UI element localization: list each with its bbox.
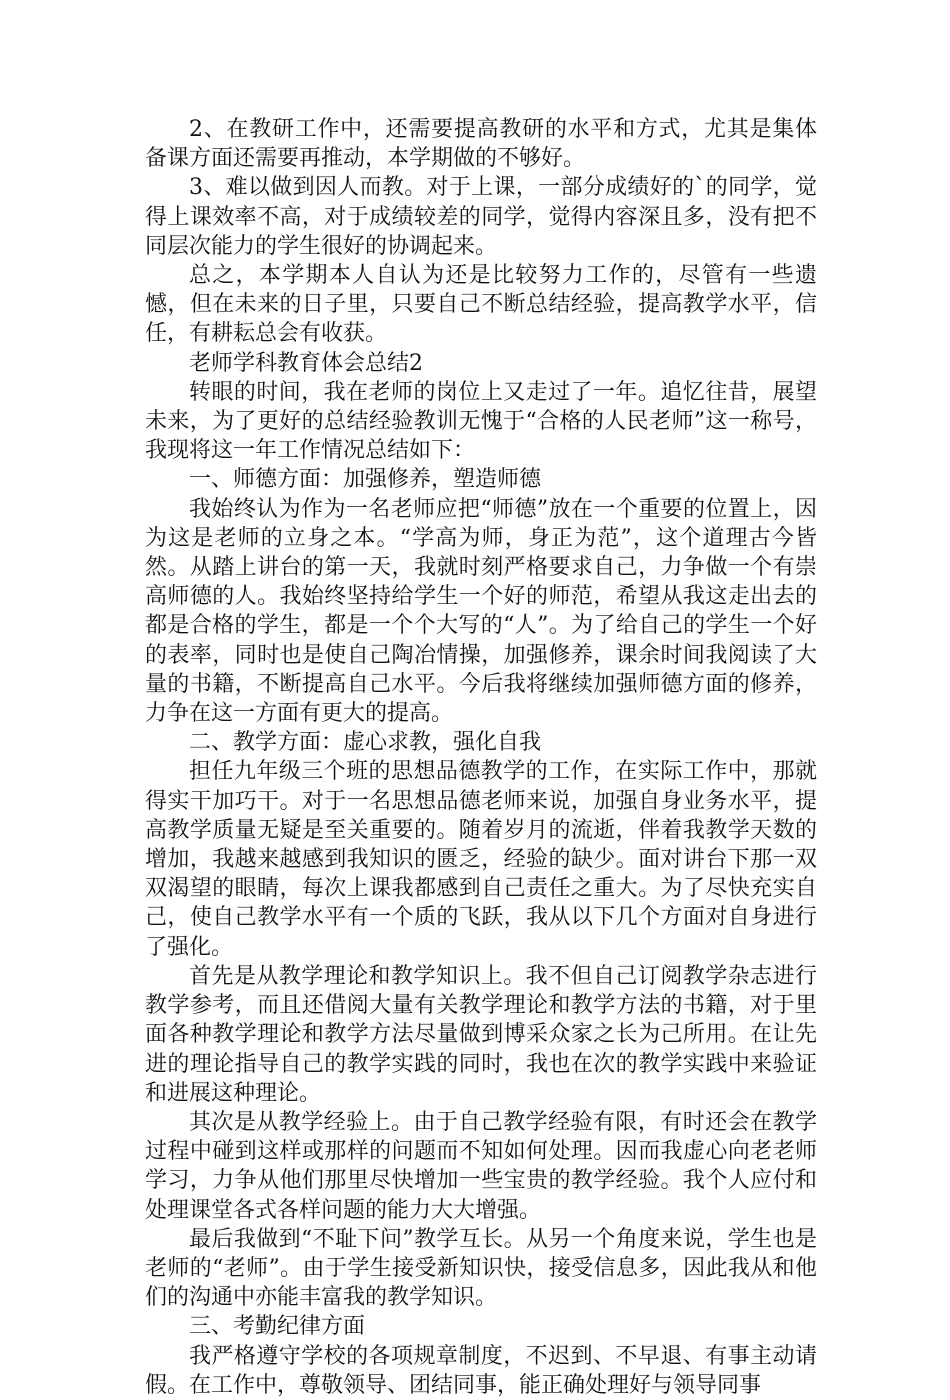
heading-teaching: 二、教学方面：虚心求教，强化自我 [189, 730, 542, 756]
heading-attendance: 三、考勤纪律方面 [189, 1314, 366, 1340]
paragraph-experience: 其次是从教学经验上。由于自己教学经验有限，有时还会在教学过程中碰到这样或那样的问题而不知如何处理。因而我虚心向老老师学习，力争从他们那里尽快增加一些宝贵的教学经验。我个人应付和处理课堂各式各样问题的能力大大增强。 [145, 1109, 817, 1223]
paragraph-individualized-teaching: 3、难以做到因人而教。对于上课，一部分成绩好的`的同学，觉得上课效率不高，对于成绩较差的同学，觉得内容深且多，没有把不同层次能力的学生很好的协调起来。 [145, 175, 817, 259]
paragraph-teaching-research: 2、在教研工作中，还需要提高教研的水平和方式，尤其是集体备课方面还需要再推动，本学期做的不够好。 [145, 117, 817, 172]
paragraph-theory: 首先是从教学理论和教学知识上。我不但自己订阅教学杂志进行教学参考，而且还借阅大量有关教学理论和教学方法的书籍，对于里面各种教学理论和教学方法尽量做到博采众家之长为己所用。在让先进的理论指导自己的教学实践的同时，我也在次的教学实践中来验证和进展这种理论。 [145, 963, 817, 1106]
paragraph-summary: 总之，本学期本人自认为还是比较努力工作的，尽管有一些遗憾，但在未来的日子里，只要自己不断总结经验，提高教学水平，信任，有耕耘总会有收获。 [145, 263, 817, 347]
section-title: 老师学科教育体会总结2 [189, 350, 423, 376]
document-page [145, 115, 817, 1400]
heading-ethics: 一、师德方面：加强修养，塑造师德 [189, 467, 542, 493]
paragraph-attendance: 我严格遵守学校的各项规章制度，不迟到、不早退、有事主动请假。在工作中，尊敬领导、团结同事，能正确处理好与领导同事 [145, 1343, 817, 1398]
paragraph-intro: 转眼的时间，我在老师的岗位上又走过了一年。追忆往昔，展望未来，为了更好的总结经验教训无愧于“合格的人民老师”这一称号，我现将这一年工作情况总结如下： [145, 379, 817, 464]
paragraph-teaching: 担任九年级三个班的思想品德教学的工作，在实际工作中，那就得实干加巧干。对于一名思想品德老师来说，加强自身业务水平，提高教学质量无疑是至关重要的。随着岁月的流逝，伴着我教学天数的增加，我越来越感到我知识的匮乏，经验的缺少。面对讲台下那一双双渴望的眼睛，每次上课我都感到自己责任之重大。为了尽快充实自己，使自己教学水平有一个质的飞跃，我从以下几个方面对自身进行了强化。 [145, 759, 817, 960]
paragraph-students: 最后我做到“不耻下问”教学互长。从另一个角度来说，学生也是老师的“老师”。由于学生接受新知识快，接受信息多，因此我从和他们的沟通中亦能丰富我的教学知识。 [145, 1226, 817, 1311]
paragraph-ethics: 我始终认为作为一名老师应把“师德”放在一个重要的位置上，因为这是老师的立身之本。“学高为师，身正为范”，这个道理古今皆然。从踏上讲台的第一天，我就时刻严格要求自己，力争做一个有崇高师德的人。我始终坚持给学生一个好的师范，希望从我这走出去的都是合格的学生，都是一个个大写的“人”。为了给自己的学生一个好的表率，同时也是使自己陶冶情操，加强修养，课余时间我阅读了大量的书籍，不断提高自己水平。今后我将继续加强师德方面的修养，力争在这一方面有更大的提高。 [145, 496, 817, 727]
